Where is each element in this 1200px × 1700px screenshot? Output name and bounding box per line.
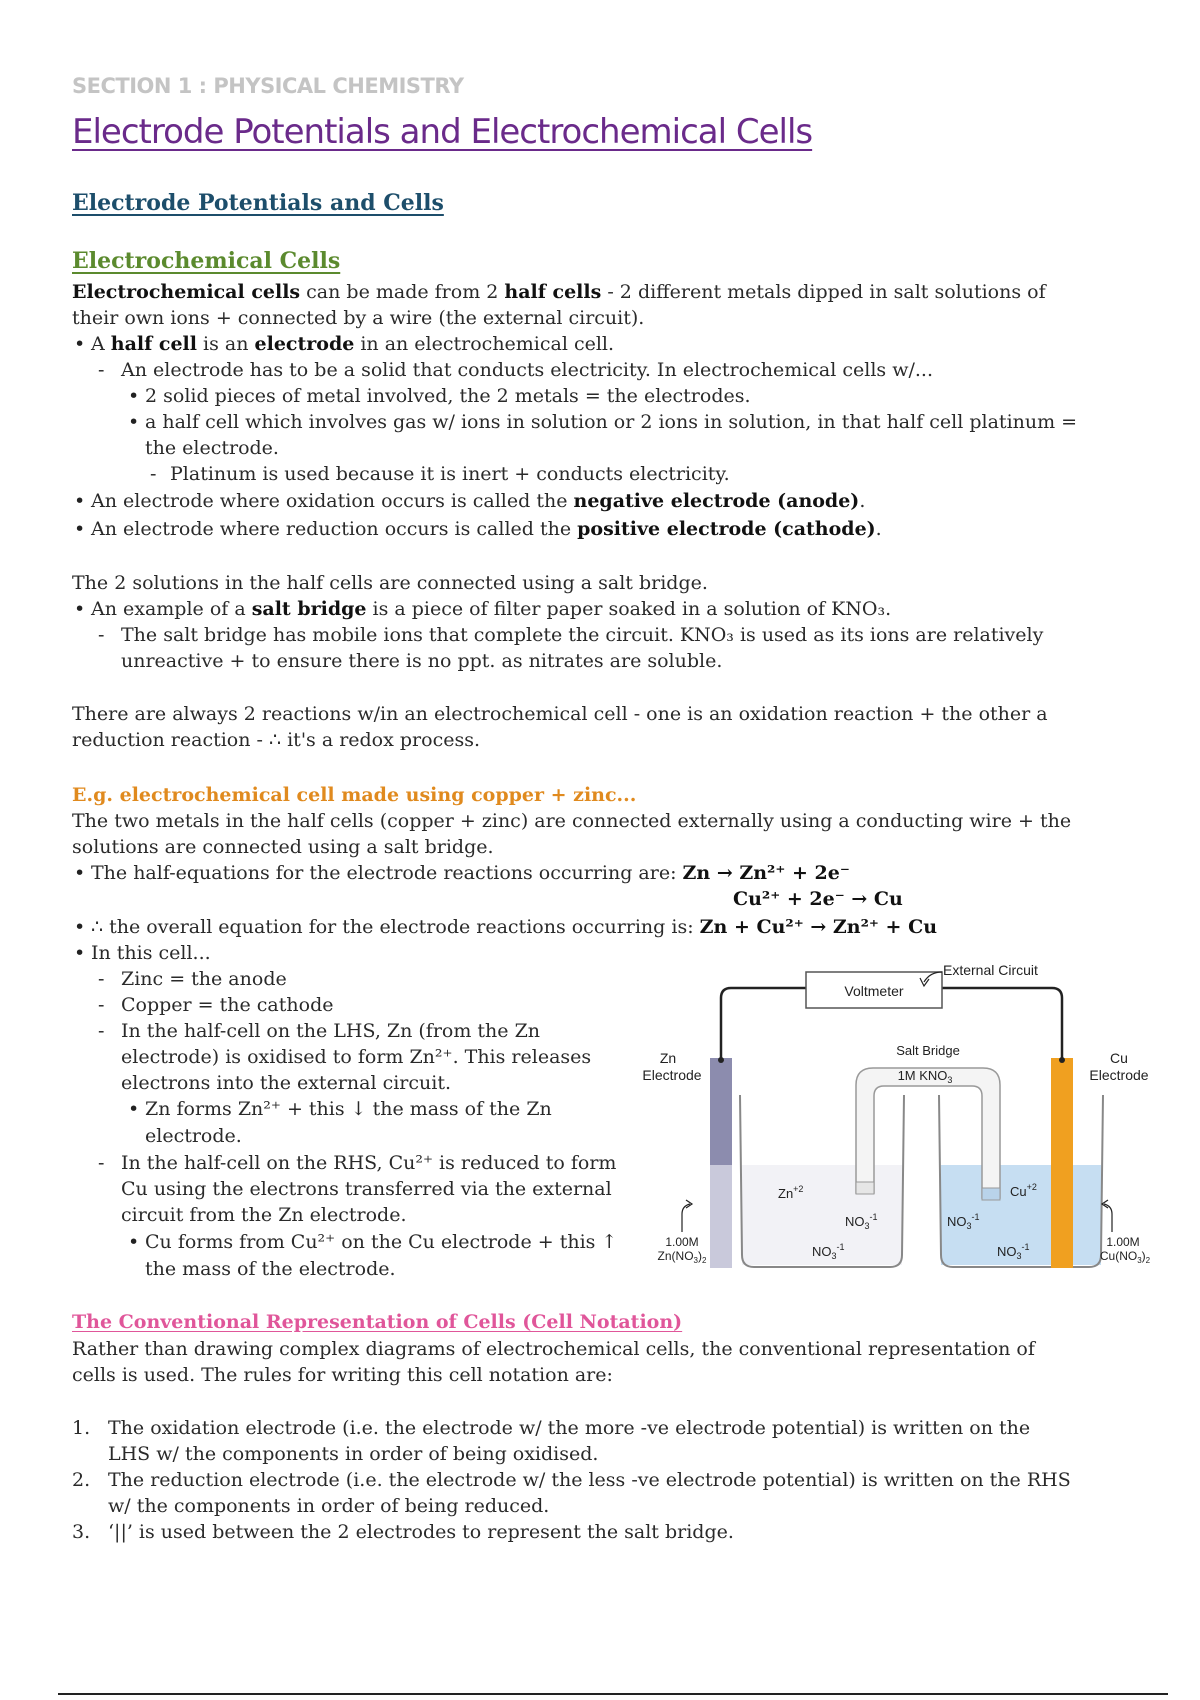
page-title: Electrode Potentials and Electrochemical Cells [72, 112, 813, 152]
cell-diagram [642, 950, 1170, 1280]
rule-2-line-a: The reduction electrode (i.e. the electrode w/ the less -ve electrode potential) is written on the RHS [108, 1469, 1071, 1491]
kno3-text: 1M KNO [897, 1068, 948, 1083]
bullet: • [128, 385, 140, 407]
bullet: • [128, 1231, 140, 1253]
term-electrode: electrode [254, 333, 355, 355]
bullet-overall-equation [91, 914, 937, 940]
bullet: • [74, 862, 86, 884]
bridge-detail-a: The salt bridge has mobile ions that complete the circuit. KNO₃ is used as its ions are relatively [121, 624, 1044, 646]
example-line-1: The two metals in the half cells (copper + zinc) are connected externally using a conducting wire + the [72, 810, 1072, 832]
no3-text: NO [947, 1214, 967, 1229]
term-electrochemical-cells: Electrochemical cells [72, 281, 301, 303]
bullet-half-equations [91, 860, 850, 886]
item-rhs-sub-a: Cu forms from Cu²⁺ on the Cu electrode + this ↑ [145, 1231, 618, 1253]
item-rhs-c: circuit from the Zn electrode. [121, 1204, 407, 1226]
no3-text: NO [997, 1244, 1017, 1259]
text-frag: can be made from 2 [300, 281, 505, 303]
dash: - [98, 994, 105, 1016]
bullet: • [128, 1098, 140, 1120]
no3-sub: 3 [1016, 1251, 1022, 1261]
left-sol-conc: 1.00M [665, 1235, 699, 1249]
example-heading: E.g. electrochemical cell made using copper + zinc... [72, 784, 637, 806]
cells-heading: Electrochemical Cells [72, 248, 341, 274]
term-half-cell: half cell [110, 333, 197, 355]
text-frag: - 2 different metals dipped in salt solutions of [601, 281, 1046, 303]
kno3-label [898, 1068, 953, 1085]
dash: - [98, 359, 105, 381]
sub-bullet-platinum-a: a half cell which involves gas w/ ions in solution or 2 ions in solution, in that half cell platinum = [145, 411, 1078, 433]
cu-electrode [1051, 1058, 1073, 1268]
text-frag: . [875, 518, 882, 540]
dash: - [98, 1152, 105, 1174]
bridge-detail-b: unreactive + to ensure there is no ppt. as nitrates are soluble. [121, 650, 723, 672]
external-circuit-label: External Circuit [943, 962, 1038, 978]
bridge-intro: The 2 solutions in the half cells are connected using a salt bridge. [72, 572, 708, 594]
cu-ion-text: Cu [1010, 1184, 1027, 1199]
bullet-in-this-cell: In this cell... [91, 942, 211, 964]
text-frag: An electrode where reduction occurs is called the [91, 518, 578, 540]
left-terminal [718, 1057, 724, 1063]
bullet: • [128, 411, 140, 433]
bullet-cathode [91, 516, 882, 542]
bullet: • [74, 490, 86, 512]
left-sol-arrow [682, 1204, 690, 1232]
cells-intro-line-2: their own ions + connected by a wire (the external circuit). [72, 307, 645, 329]
no3-sup: -1 [971, 1212, 980, 1222]
voltmeter-label: Voltmeter [844, 983, 904, 999]
item-lhs-sub-b: electrode. [145, 1125, 242, 1147]
rule-1-number: 1. [72, 1417, 91, 1439]
sub-bullet-platinum-b: the electrode. [145, 437, 279, 459]
right-sol-formula [1100, 1249, 1151, 1265]
rule-2-number: 2. [72, 1469, 91, 1491]
cu-ion-sup: +2 [1026, 1182, 1037, 1192]
notation-line-2: cells is used. The rules for writing this cell notation are: [72, 1364, 613, 1386]
text-frag: An electrode where oxidation occurs is called the [91, 490, 574, 512]
notation-heading: The Conventional Representation of Cells (Cell Notation) [72, 1311, 683, 1333]
redox-line-2: reduction reaction - ∴ it's a redox process. [72, 729, 480, 751]
text-frag: is a piece of filter paper soaked in a solution of KNO₃. [366, 598, 892, 620]
section-label: SECTION 1 : PHYSICAL CHEMISTRY [72, 74, 464, 98]
sol-sub: 3 [1137, 1256, 1142, 1265]
item-rhs-b: Cu using the electrons transferred via the external [121, 1178, 612, 1200]
rule-3-number: 3. [72, 1521, 91, 1543]
cells-intro-line-1 [72, 279, 1046, 305]
zn-electrode-lower [710, 1165, 732, 1268]
rule-1-line-b: LHS w/ the components in order of being oxidised. [108, 1443, 599, 1465]
bullet: • [74, 518, 86, 540]
sub-platinum-inert: Platinum is used because it is inert + conducts electricity. [170, 463, 730, 485]
no3-text: NO [812, 1244, 832, 1259]
right-sol-conc: 1.00M [1106, 1235, 1140, 1249]
text-frag: . [859, 490, 866, 512]
sol-text: Zn(NO [657, 1249, 694, 1263]
term-cathode: positive electrode (cathode) [577, 518, 876, 540]
text-frag: A [91, 333, 111, 355]
no3-sup: -1 [1021, 1242, 1030, 1252]
subheading: Electrode Potentials and Cells [72, 190, 444, 216]
item-rhs-sub-b: the mass of the electrode. [145, 1258, 396, 1280]
notation-line-1: Rather than drawing complex diagrams of electrochemical cells, the conventional representation of [72, 1338, 1035, 1360]
sol-sub2: 2 [1145, 1256, 1151, 1265]
bullet: • [74, 598, 86, 620]
no3-text: NO [845, 1214, 865, 1229]
rule-3-line-a: ‘||’ is used between the 2 electrodes to represent the salt bridge. [108, 1521, 734, 1543]
item-lhs-sub-a: Zn forms Zn²⁺ + this ↓ the mass of the Zn [145, 1098, 552, 1120]
cu-label-line1: Cu [1110, 1050, 1128, 1066]
equation-overall: Zn + Cu²⁺ → Zn²⁺ + Cu [699, 916, 938, 938]
rule-1-line-a: The oxidation electrode (i.e. the electrode w/ the more -ve electrode potential) is written on the [108, 1417, 1031, 1439]
dash: - [98, 624, 105, 646]
right-terminal [1059, 1057, 1065, 1063]
no3-sub: 3 [864, 1221, 870, 1231]
item-rhs-a: In the half-cell on the RHS, Cu²⁺ is reduced to form [121, 1152, 617, 1174]
bullet: • [74, 942, 86, 964]
dash: - [98, 968, 105, 990]
left-sol-formula [658, 1249, 707, 1265]
example-line-2: solutions are connected using a salt bridge. [72, 836, 494, 858]
sub-electrode-solid: An electrode has to be a solid that conducts electricity. In electrochemical cells w/... [121, 359, 933, 381]
salt-bridge-band [856, 1182, 874, 1194]
sol-text: Cu(NO [1099, 1249, 1138, 1263]
text-frag: The half-equations for the electrode reactions occurring are: [91, 862, 683, 884]
rule-2-line-b: w/ the components in order of being reduced. [108, 1495, 550, 1517]
item-zinc-anode: Zinc = the anode [121, 968, 287, 990]
sub-bullet-solid-metals: 2 solid pieces of metal involved, the 2 metals = the electrodes. [145, 385, 751, 407]
bullet: • [74, 916, 86, 938]
bullet-anode [91, 488, 865, 514]
item-lhs-c: electrons into the external circuit. [121, 1072, 452, 1094]
cu-label-line2: Electrode [1089, 1067, 1149, 1083]
term-half-cells: half cells [504, 281, 602, 303]
zn-label-line2: Electrode [642, 1067, 702, 1083]
bullet-half-cell [91, 331, 614, 357]
item-copper-cathode: Copper = the cathode [121, 994, 334, 1016]
no3-sup: -1 [869, 1212, 878, 1222]
zn-ion-sup: +2 [793, 1184, 804, 1194]
left-wire [721, 988, 806, 1060]
redox-line-1: There are always 2 reactions w/in an electrochemical cell - one is an oxidation reaction + the other a [72, 703, 1048, 725]
term-salt-bridge: salt bridge [251, 598, 367, 620]
dash: - [98, 1020, 105, 1042]
item-lhs-a: In the half-cell on the LHS, Zn (from the Zn [121, 1020, 541, 1042]
text-frag: in an electrochemical cell. [354, 333, 615, 355]
equation-cu-reduction: Cu²⁺ + 2e⁻ → Cu [733, 888, 903, 910]
dash: - [150, 463, 157, 485]
salt-bridge-band-right [982, 1188, 1000, 1200]
bullet: • [74, 333, 86, 355]
right-sol-arrow [1104, 1204, 1112, 1232]
term-anode: negative electrode (anode) [573, 490, 860, 512]
footer-divider [58, 1693, 1168, 1695]
kno3-sub: 3 [947, 1075, 953, 1085]
text-frag: is an [197, 333, 255, 355]
no3-sub: 3 [831, 1251, 837, 1261]
right-wire [942, 988, 1062, 1060]
no3-sup: -1 [836, 1242, 845, 1252]
sol-end: ) [698, 1249, 702, 1263]
zn-label-line1: Zn [659, 1050, 677, 1066]
text-frag: ∴ the overall equation for the electrode reactions occurring is: [91, 916, 700, 938]
equation-zn-oxidation: Zn → Zn²⁺ + 2e⁻ [682, 862, 850, 884]
sol-end: ) [1141, 1249, 1146, 1263]
no3-sub: 3 [966, 1221, 972, 1231]
salt-bridge-label: Salt Bridge [896, 1043, 960, 1058]
sol-sub2: 2 [702, 1256, 707, 1265]
item-lhs-b: electrode) is oxidised to form Zn²⁺. This releases [121, 1046, 592, 1068]
sol-sub: 3 [693, 1256, 698, 1265]
bullet-salt-bridge [91, 596, 891, 622]
zn-ion-text: Zn [778, 1186, 794, 1201]
text-frag: An example of a [91, 598, 252, 620]
